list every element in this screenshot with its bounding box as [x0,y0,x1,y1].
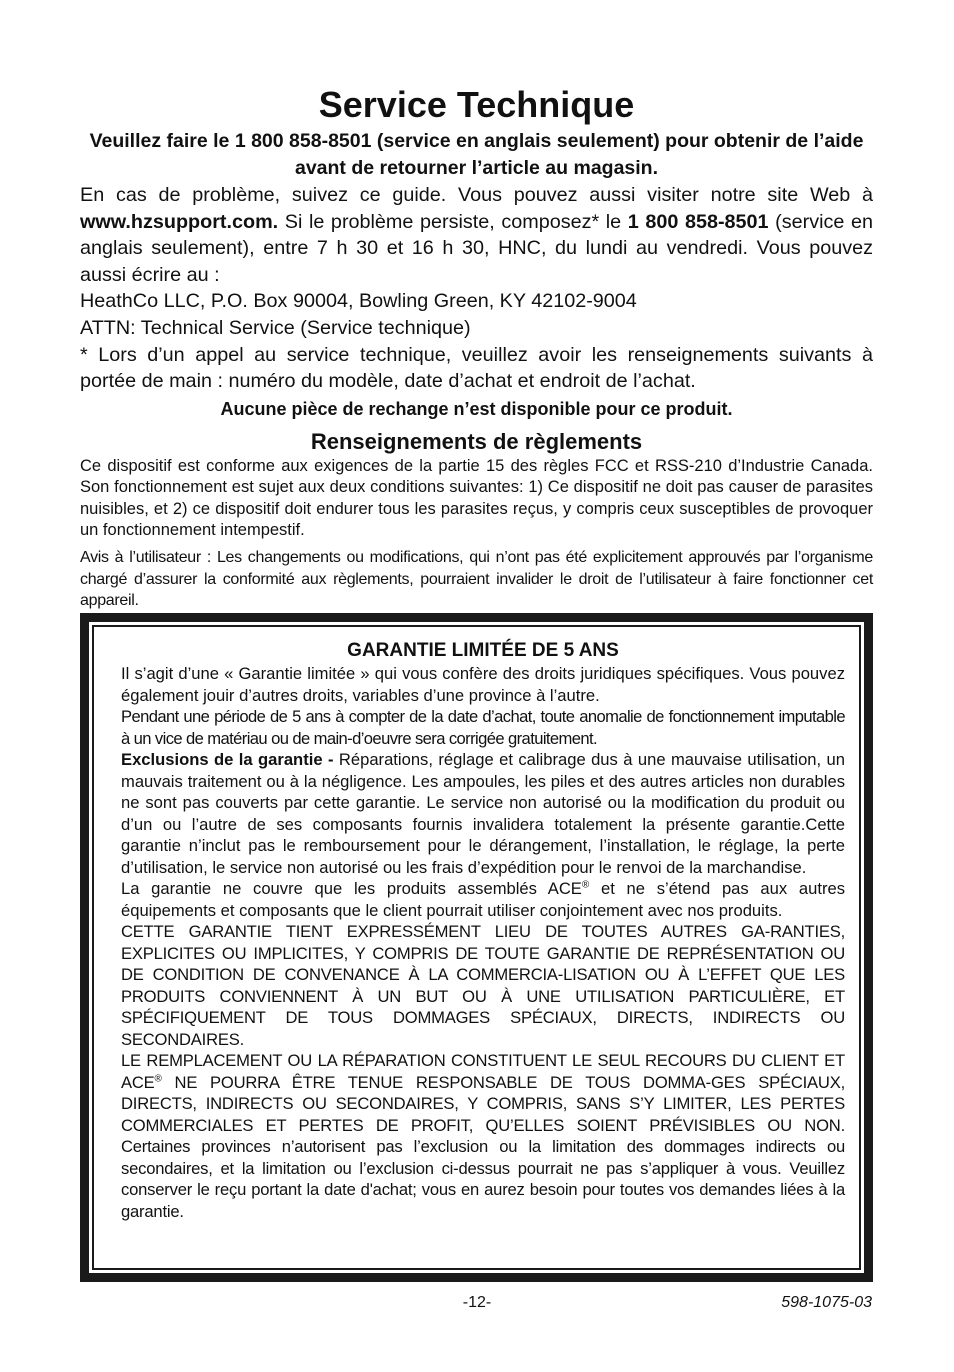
page-content [80,80,873,612]
warranty-remedy: LE REMPLACEMENT OU LA RÉPARATION CONSTITUENT LE SEUL RECOURS DU CLIENT ET ACE® NE POURRA ÊTRE TENUE RESPONSABLE DE TOUS DOMMA-GES SPÉCIAUX, DIRECTS, INDIRECTS OU SECONDAIRES, Y COMPRIS, SANS S’Y LIMITER, LES PERTES COMMERCIALES ET PERTES DE PROFIT, QU’ELLES SOIENT PRÉVISIBLES OU NON. Certaines provinces n’autorisent pas l’exclusion ou la limitation des dommages indirects ou secondaires, et la limitation ou l’exclusion ci-dessus pourrait ne pas s’appliquer à vous. Veuillez conserver le reçu portant la date d'achat; vous en aurez besoin pour toutes vos demandes liées à la garantie. [121,1051,845,1221]
page-title: Service Technique [318,84,635,125]
document-code: 598-1075-03 [781,1294,872,1311]
warranty-scope: La garantie ne couvre que les produits assemblés ACE® et ne s’étend pas aux autres équipements et composants que le client pourrait utiliser conjointement avec nos produits. [121,879,846,920]
warranty-coverage: Pendant une période de 5 ans à compter de la date d’achat, toute anomalie de fonctionnement imputable à un vice de matériau ou de main-d’oeuvre sera corrigée gratuitement. [121,707,845,748]
service-intro: En cas de problème, suivez ce guide. Vous pouvez aussi visiter notre site Web à www.hzsupport.com. Si le problème persiste, composez* le 1 800 858-8501 (service en anglais seulement), entre 7 h 30 et 16 h 30, HNC, du lundi au vendredi. Vous pouvez aussi écrire au : [80,184,873,286]
warranty-intro: Il s’agit d’une « Garantie limitée » qui vous confère des droits juridiques spécifiques. Vous pouvez également jouir d’autres droits, variables d’une province à l’autre. [121,664,845,705]
parts-notice: Aucune pièce de rechange n’est disponible pour ce produit. [220,398,733,419]
support-callout: Veuillez faire le 1 800 858-8501 (service en anglais seulement) pour obtenir de l’aide avant de retourner l’article au magasin. [89,130,864,179]
warranty-box [80,613,873,1282]
warranty-exclusions: Exclusions de la garantie - Réparations, réglage et calibrage dus à une mauvaise utilisation, un mauvais traitement ou à la négligence. Les ampoules, les piles et des autres articles non durables ne sont pas couverts par cette garantie. Le service non autorisé ou la modification du produit ou d’un ou l’autre de ses composants fournis invalidera totalement la présente garantie.Cette garantie n’inclut pas le remboursement pour le dérangement, l’installation, le réglage, la perte d’utilisation, le service non autorisé ou les frais d’expédition pour le renvoi de la marchandise. [121,750,845,877]
website-link[interactable]: www.hzsupport.com. [80,210,279,233]
warranty-disclaimer: CETTE GARANTIE TIENT EXPRESSÉMENT LIEU DE TOUTES AUTRES GA-RANTIES, EXPLICITES OU IMPLICITES, Y COMPRIS DE TOUTE GARANTIE DE REPRÉSENTATION OU DE CONDITION DE CONVENANCE À LA COMMERCIA-LISATION OU À L’EFFET QUE LES PRODUITS CONVIENNENT À UN BUT OU À UNE UTILISATION PARTICULIÈRE, ET SPÉCIFIQUEMENT DE TOUS DOMMAGES SPÉCIAUX, DIRECTS, INDIRECTS OU SECONDAIRES. [121,922,845,1049]
page-number: -12- [462,1294,492,1311]
regulatory-paragraph: Ce dispositif est conforme aux exigences de la partie 15 des règles FCC et RSS-210 d’Industrie Canada. Son fonctionnement est sujet aux deux conditions suivantes: 1) Ce dispositif ne doit pas causer de parasites nuisibles, et 2) ce dispositif doit endurer tous les parasites reçus, y compris ceux susceptibles de provoquer un fonctionnement intempestif. [80,456,873,539]
regulatory-heading: Renseignements de règlements [310,428,643,454]
warranty-content [121,638,845,1222]
warranty-title: GARANTIE LIMITÉE DE 5 ANS [347,640,619,661]
support-phone: 1 800 858-8501 [627,210,769,233]
mailing-address: HeathCo LLC, P.O. Box 90004, Bowling Green, KY 42102-9004 [80,290,637,313]
user-notice-paragraph: Avis à l’utilisateur : Les changements ou modifications, qui n’ont pas été explicitement approuvés par l’organisme chargé d’assurer la conformité aux règlements, pourraient invalider le droit de l’utilisateur à faire fonctionner cet appareil. [80,549,873,610]
exclusions-label: Exclusions de la garantie - [121,750,334,769]
attn-line: ATTN: Technical Service (Service technique) [80,316,471,339]
call-note: * Lors d’un appel au service technique, veuillez avoir les renseignements suivants à portée de main : numéro du modèle, date d’achat et endroit de l’achat. [80,343,873,393]
registered-mark: ® [581,879,590,891]
